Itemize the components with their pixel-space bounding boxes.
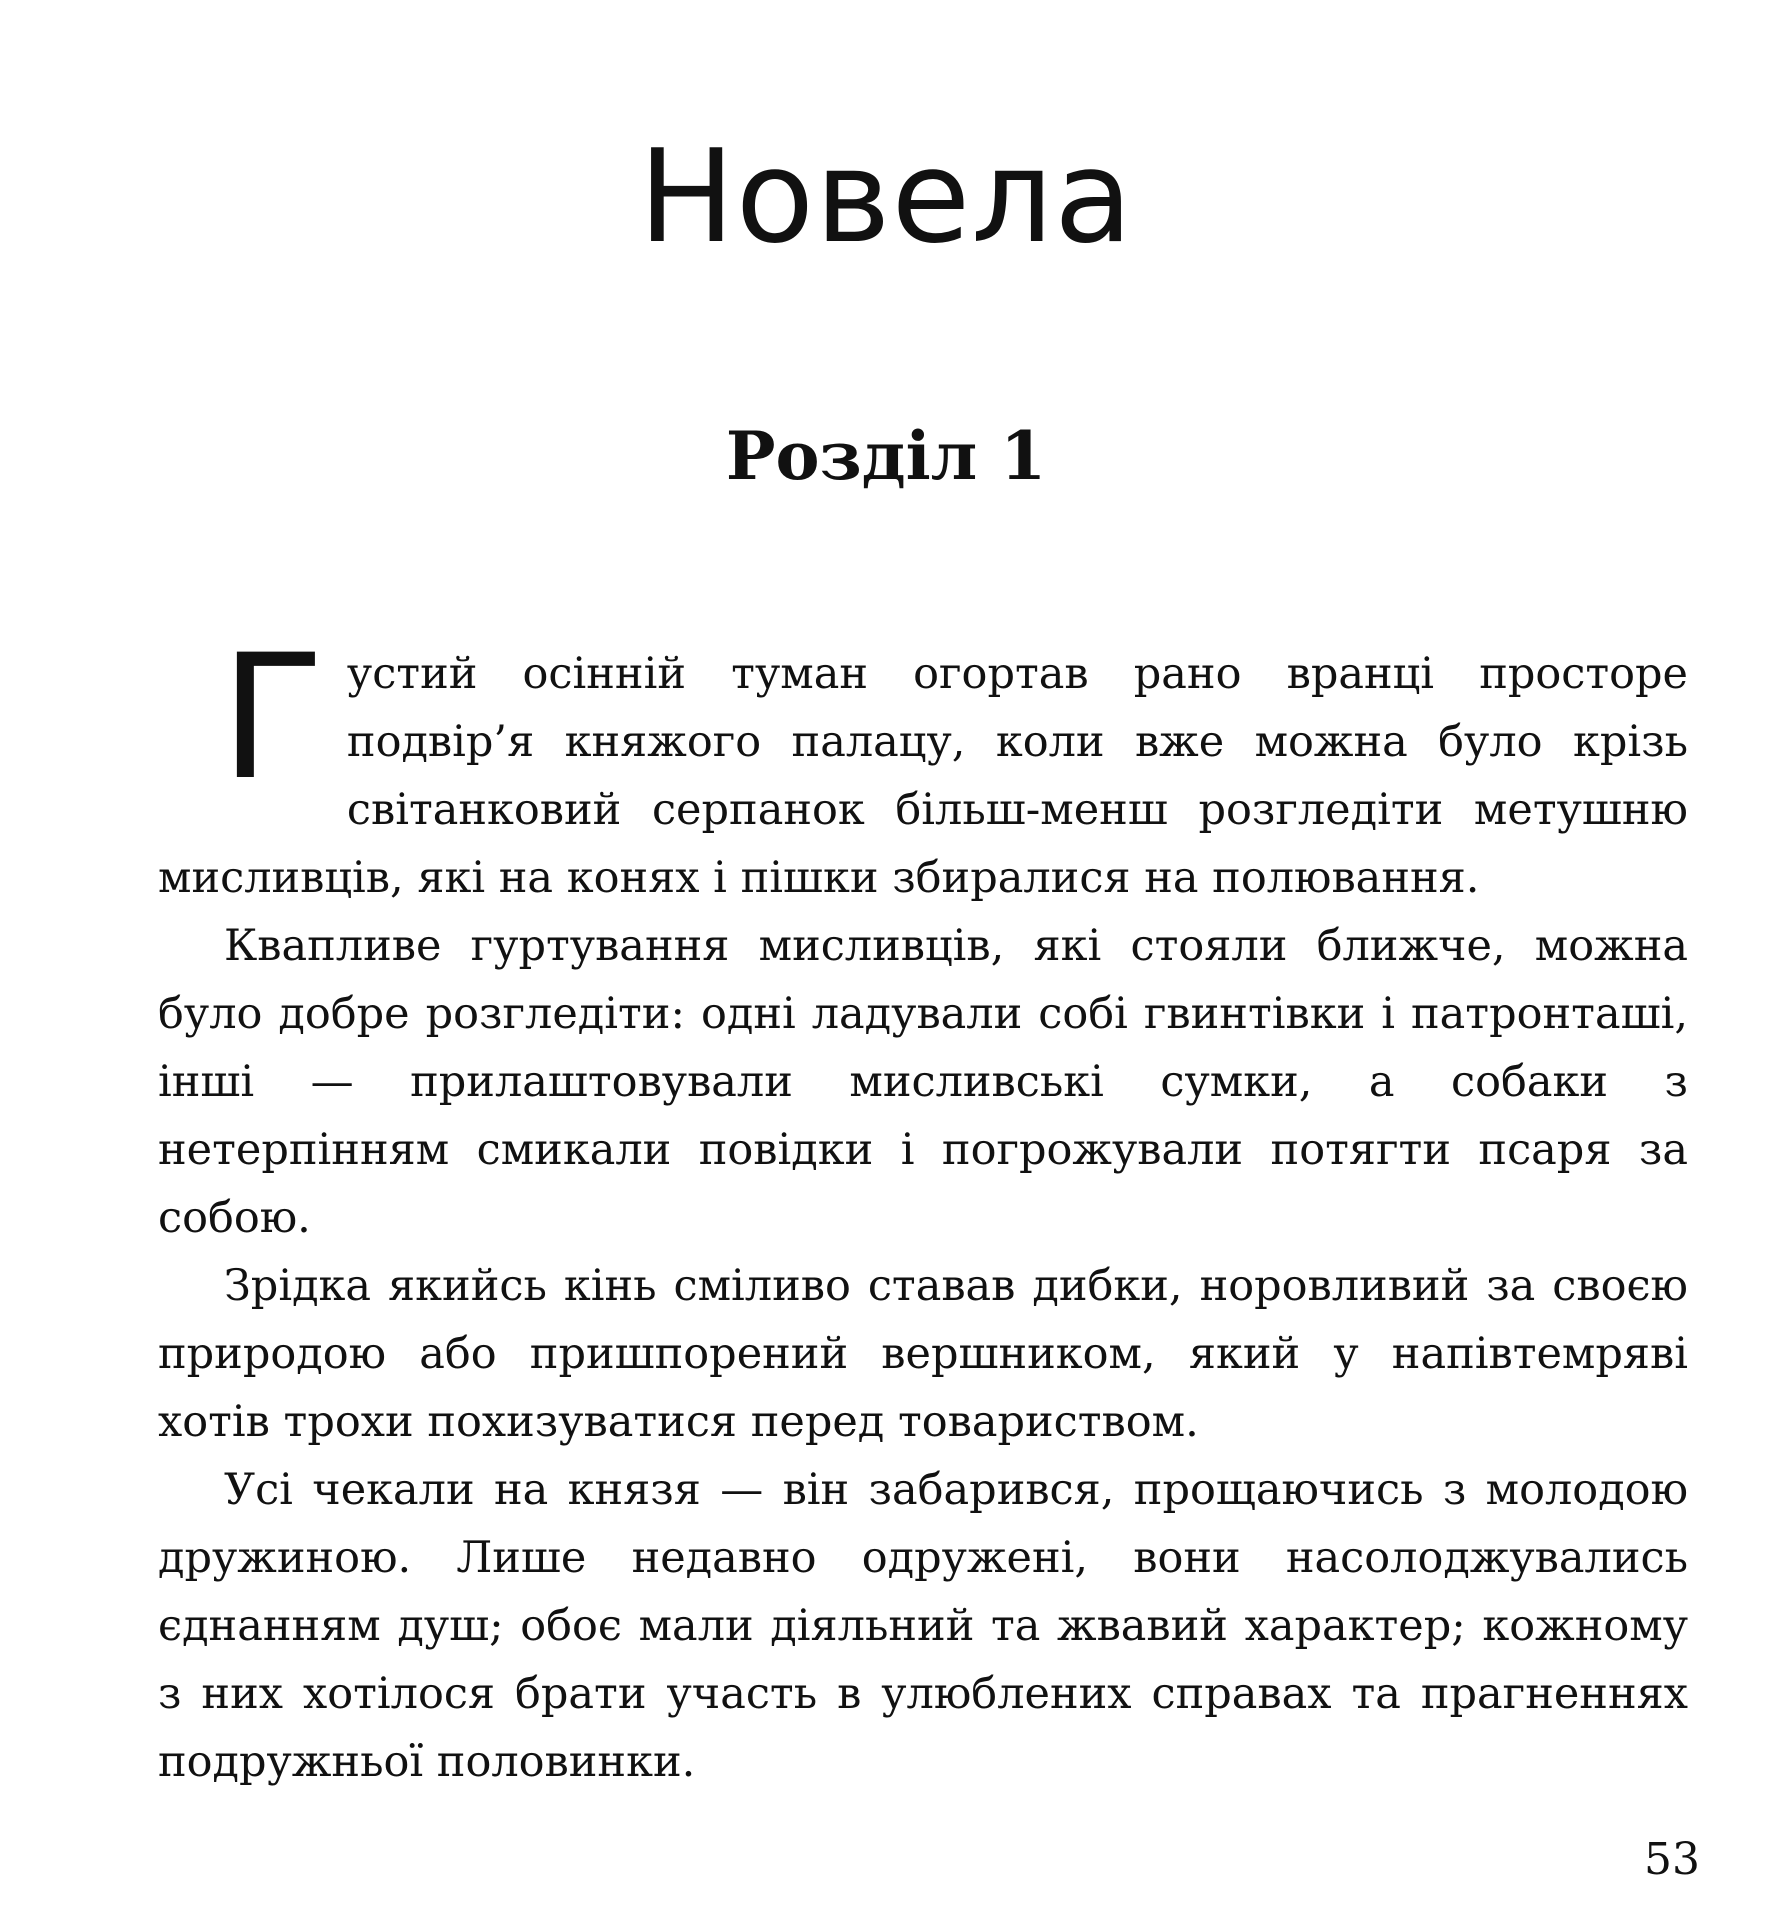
book-title: Новела bbox=[638, 123, 1134, 272]
chapter-heading: Розділ 1 bbox=[725, 417, 1047, 495]
paragraph-2: Квапливе гуртування мисливців, які стояли ближче, можна було добре розгледіти: одні ладували собі гвинтівки і патронташі, інші — прилаштовували мисливські сумки, а собаки з нетерпінням смикали повідки і погрожували потягти псаря за собою. bbox=[158, 921, 1688, 1243]
paragraph-1-text: устий осінній туман огортав рано вранці просторе подвір’я княжого палацу, коли вже можна було крізь світанковий серпанок більш-менш розгледіти метушню мисливців, які на конях і пішки збиралися на полювання. bbox=[158, 649, 1688, 903]
paragraph-3: Зрідка якийсь кінь сміливо ставав дибки, норовливий за своєю природою або пришпорений вершником, який у напівтемряві хотів трохи похизуватися перед товариством. bbox=[158, 1261, 1688, 1447]
paragraph-1 bbox=[158, 617, 1688, 912]
body-text bbox=[158, 617, 1688, 1796]
page-number: 53 bbox=[1644, 1834, 1700, 1885]
drop-cap: Г bbox=[220, 617, 325, 818]
paragraph-4: Усі чекали на князя — він забарився, прощаючись з молодою дружиною. Лише недавно одружені, вони насолоджувались єднанням душ; обоє мали діяльний та жвавий характер; кожному з них хотілося брати участь в улюблених справах та прагненнях подружньої половинки. bbox=[158, 1465, 1688, 1787]
